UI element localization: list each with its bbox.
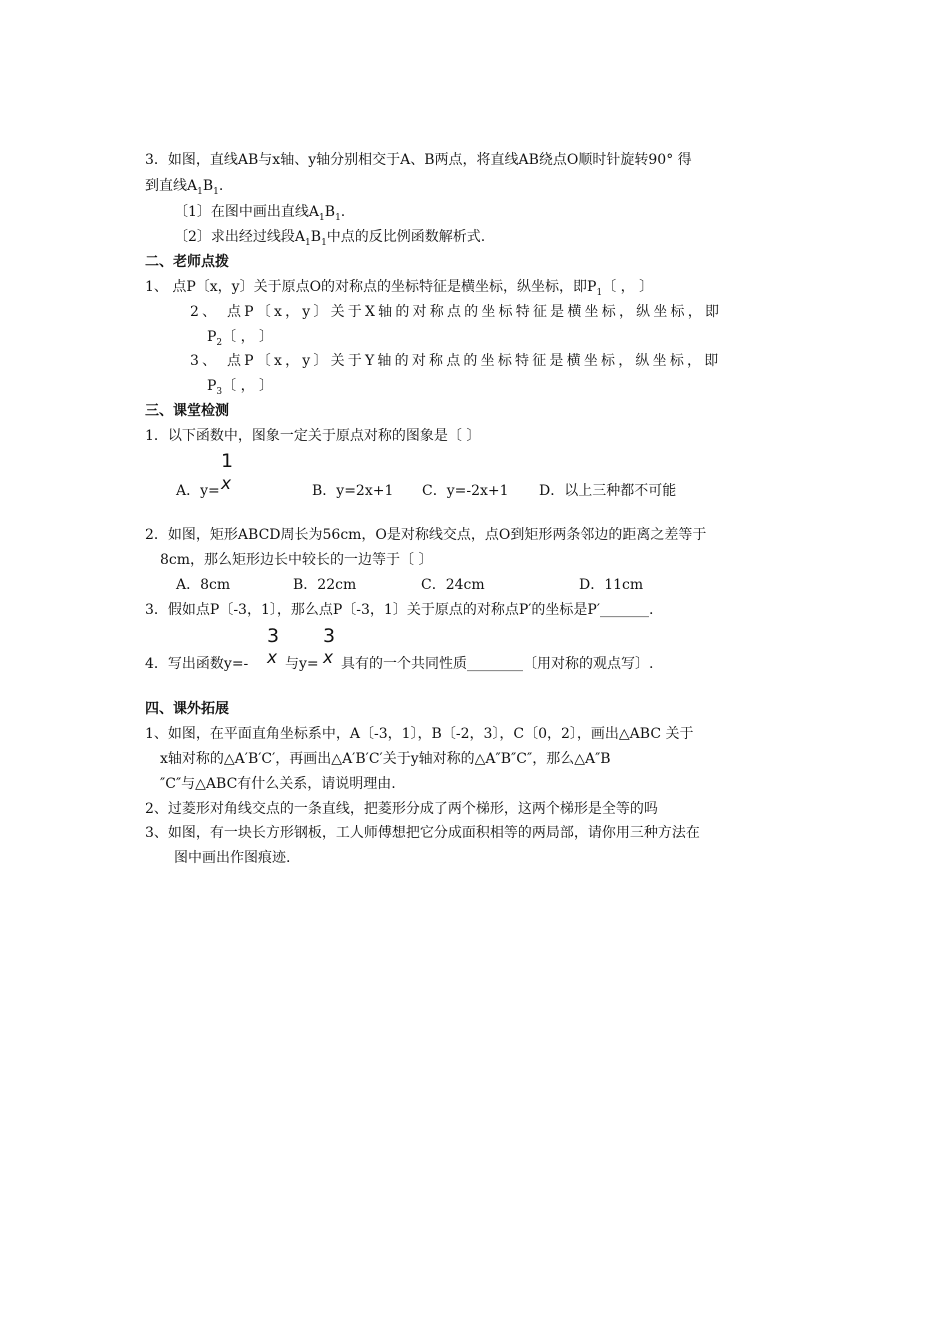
q1-option-d: D．以上三种都不可能 <box>539 483 677 499</box>
q3-sub1: 〔1〕在图中画出直线$A_1B_1$. <box>174 204 346 223</box>
q3-line2: 到直线$A_1B_1$. <box>145 178 224 197</box>
check-q4-part-a: 4．写出函数y=- <box>145 656 249 672</box>
q1-fraction-denominator: x <box>221 474 232 494</box>
q3-line1: 3．如图，直线AB与x轴、y轴分别相交于A、B两点，将直线AB绕点O顺时针旋转90° 得 <box>145 152 692 168</box>
tip-3-line2: $P_3$〔 ， 〕 <box>207 378 274 397</box>
q1-option-c: C．y=-2x+1 <box>422 483 509 499</box>
q2-option-c: C．24cm <box>421 577 485 593</box>
ext-1-line3: ″C″与△ABC有什么关系，请说明理由. <box>160 776 396 792</box>
ext-3-line1: 3、如图，有一块长方形钢板，工人师傅想把它分成面积相等的两局部，请你用三种方法在 <box>145 825 700 841</box>
q1-option-a: A．y= <box>176 483 220 499</box>
section-4-title: 四、课外拓展 <box>145 701 229 717</box>
section-2-title: 二、老师点拨 <box>145 254 229 270</box>
ext-1-line1: 1、如图，在平面直角坐标系中，A〔-3，1〕，B〔-2，3〕，C〔0，2〕，画出△ABC 关于 <box>145 726 694 742</box>
check-q4-part-c: 具有的一个共同性质________〔用对称的观点写〕. <box>341 656 654 672</box>
q1-option-b: B．y=2x+1 <box>312 483 394 499</box>
check-q2-line2: 8cm，那么矩形边长中较长的一边等于〔 〕 <box>160 552 433 568</box>
q1-fraction-numerator: 1 <box>221 450 234 472</box>
check-q1: 1．以下函数中，图象一定关于原点对称的图象是〔 〕 <box>145 428 481 444</box>
check-q2-line1: 2．如图，矩形ABCD周长为56cm，O是对称线交点，点O到矩形两条邻边的距离之差等于 <box>145 527 707 543</box>
ext-3-line2: 图中画出作图痕迹. <box>174 850 291 866</box>
check-q3: 3．假如点P〔-3，1〕，那么点P〔-3，1〕关于原点的对称点P′的坐标是P′_______. <box>145 602 654 618</box>
tip-2-line2: $P_2$〔 ， 〕 <box>207 329 274 348</box>
q2-option-b: B．22cm <box>293 577 357 593</box>
section-3-title: 三、课堂检测 <box>145 403 229 419</box>
q4-fraction1-numerator: 3 <box>267 625 280 647</box>
q4-fraction2-denominator: x <box>323 648 334 668</box>
q2-option-d: D．11cm <box>579 577 644 593</box>
q3-sub2: 〔2〕求出经过线段$A_1B_1$中点的反比例函数解析式. <box>174 229 486 248</box>
tip-3-line1: 3、 点P〔x，y〕关于Y轴的对称点的坐标特征是横坐标，纵坐标，即 <box>190 353 722 369</box>
q4-fraction2-numerator: 3 <box>323 625 336 647</box>
check-q4-part-b: 与y= <box>285 656 319 672</box>
tip-1: 1、 点P〔x，y〕关于原点O的对称点的坐标特征是横坐标，纵坐标，即$P_1$〔 ， 〕 <box>145 279 654 298</box>
tip-2-line1: 2、 点P〔x，y〕关于X轴的对称点的坐标特征是横坐标，纵坐标，即 <box>190 304 723 320</box>
q4-fraction1-denominator: x <box>267 648 278 668</box>
q2-option-a: A．8cm <box>176 577 231 593</box>
ext-2: 2、过菱形对角线交点的一条直线，把菱形分成了两个梯形，这两个梯形是全等的吗 <box>145 801 658 817</box>
ext-1-line2: x轴对称的△A′B′C′，再画出△A′B′C′关于y轴对称的△A″B″C″，那么△A″B <box>160 751 611 767</box>
